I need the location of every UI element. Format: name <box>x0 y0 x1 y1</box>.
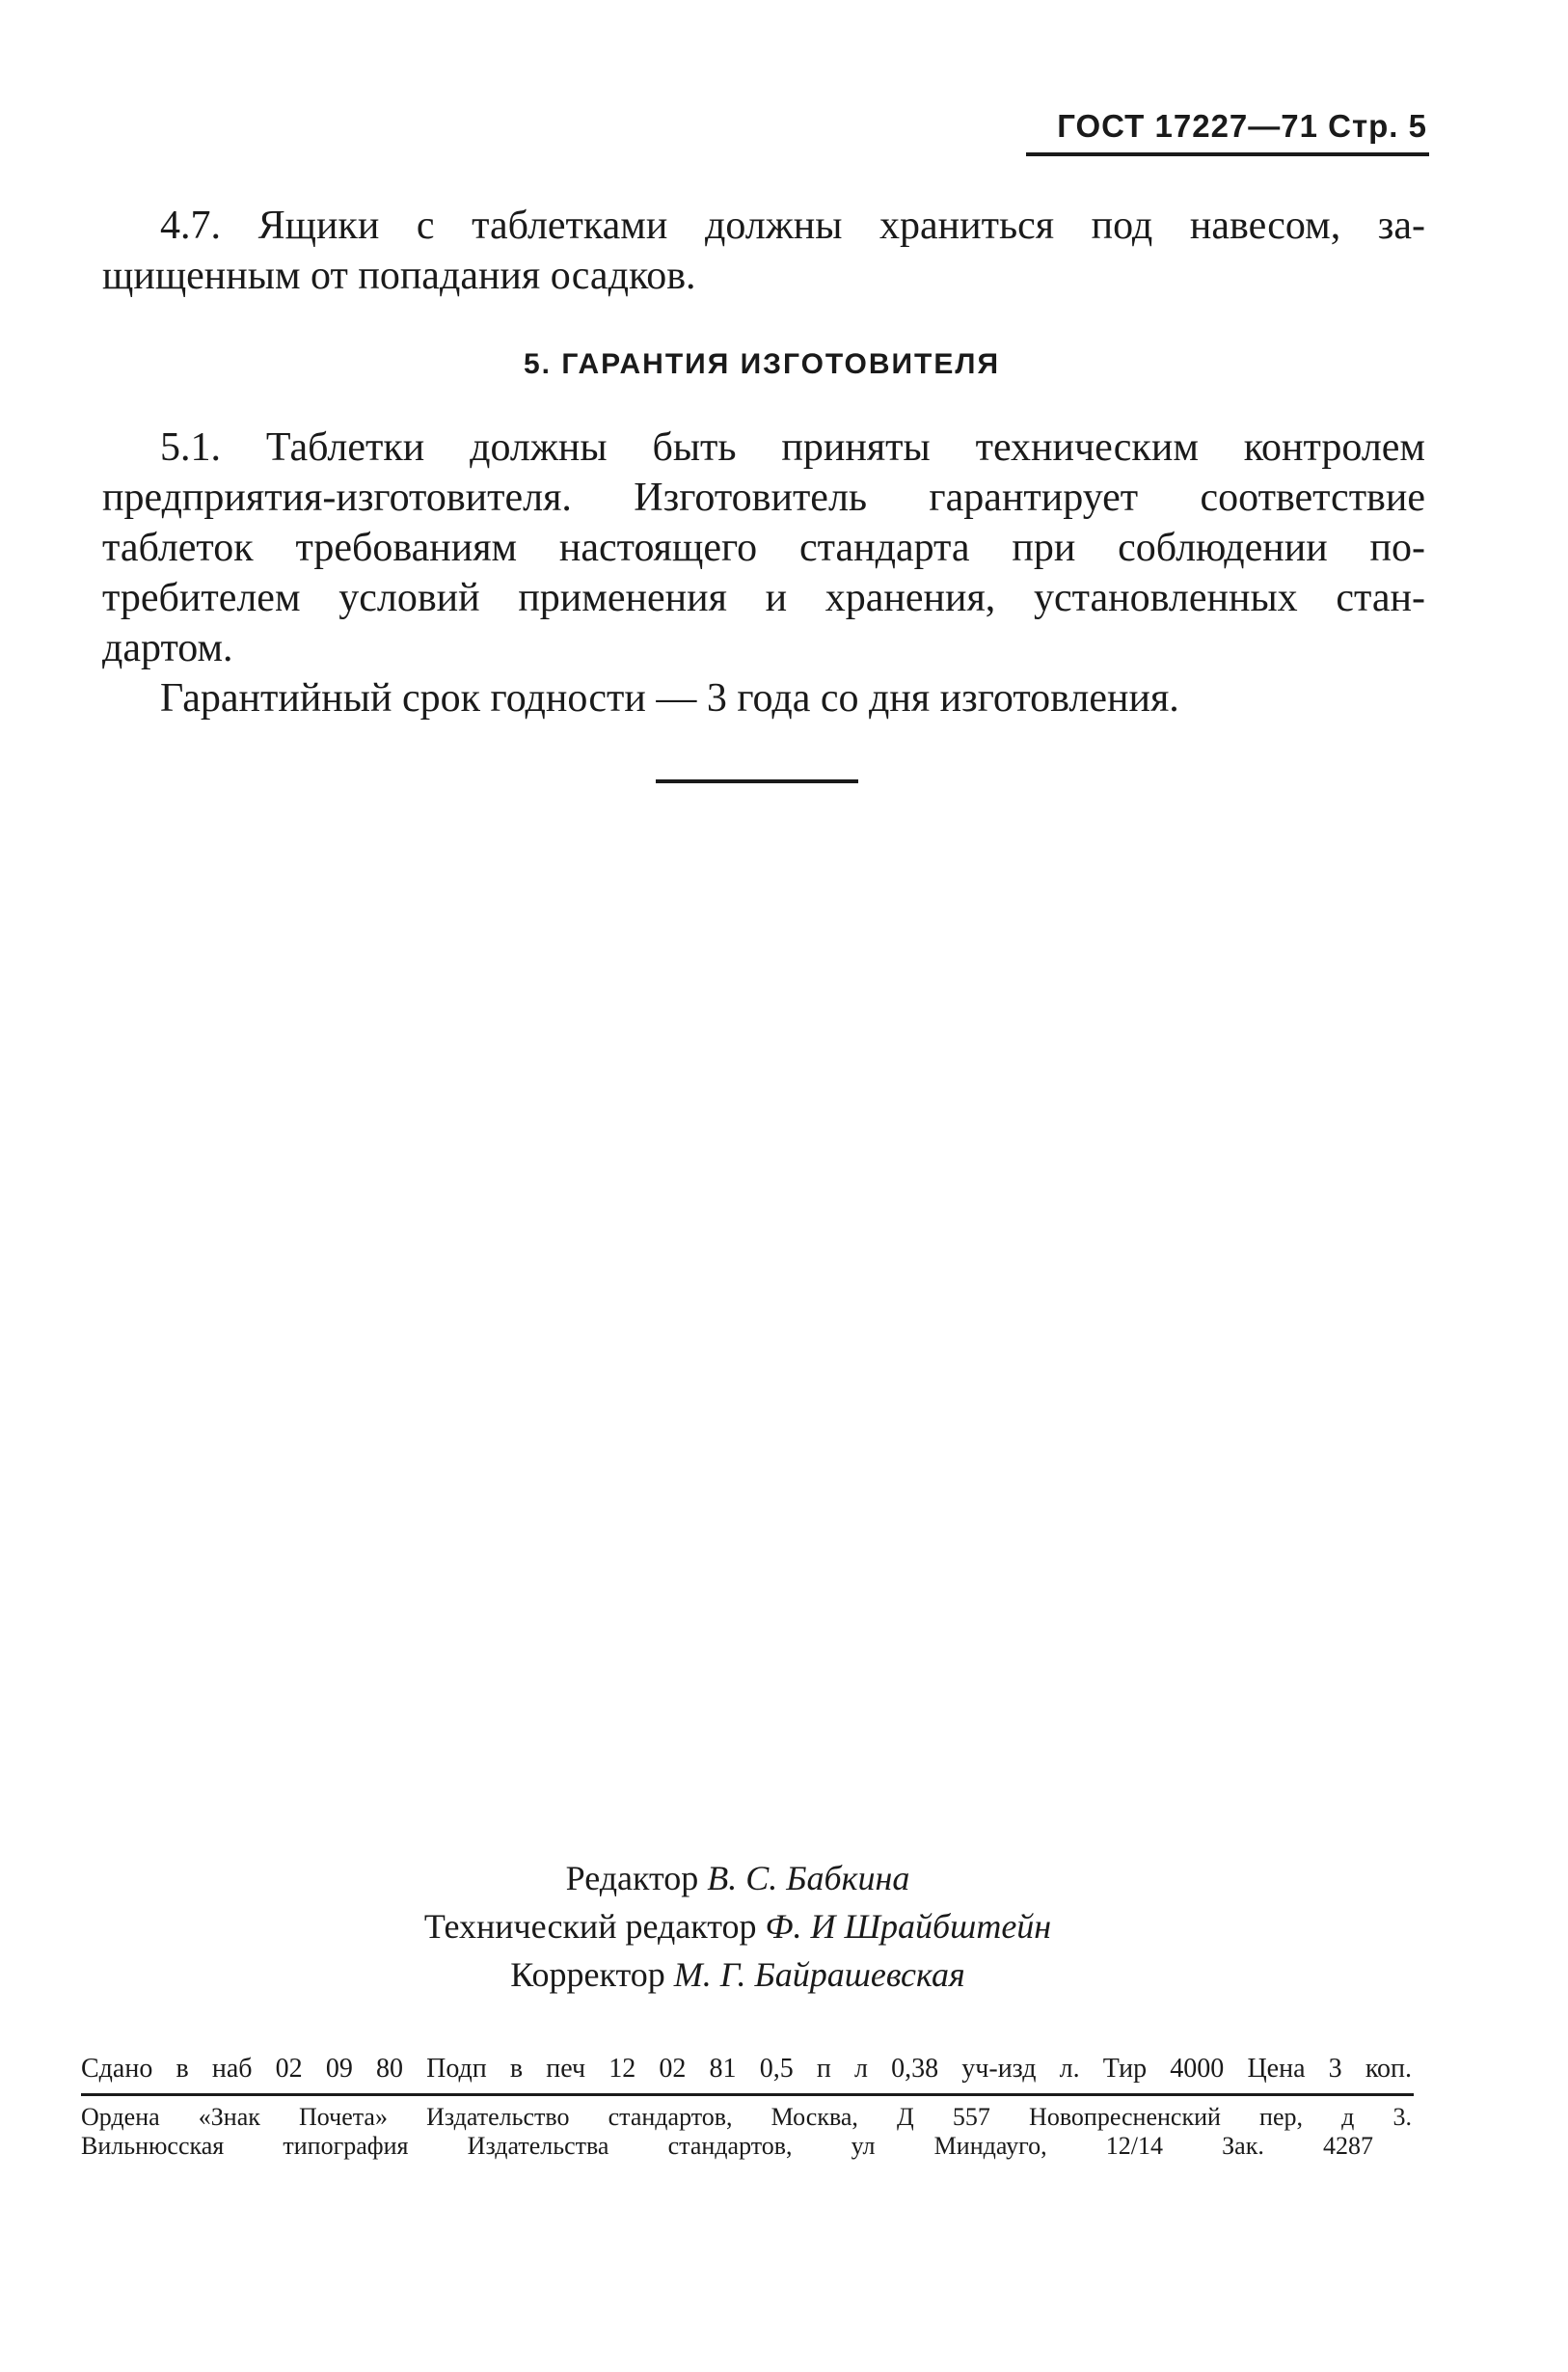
imprint-publisher-line-2: Вильнюсская типография Издательства стандартов, ул Миндауго, 12/14 Зак. 4287 <box>81 2132 1373 2160</box>
clause-5-1-line-4: требителем условий применения и хранения, установленных стан- <box>102 576 1425 620</box>
credit-corrector <box>0 1950 1475 1999</box>
header-rule <box>1026 152 1429 156</box>
credit-corrector-name: М. Г. Байрашевская <box>673 1955 965 1994</box>
credits-block <box>0 1854 1475 1999</box>
imprint-publisher <box>81 2103 1412 2161</box>
credit-corrector-label: Корректор <box>510 1955 665 1994</box>
clause-4-7-line-1: 4.7. Ящики с таблетками должны храниться под навесом, за- <box>160 204 1425 248</box>
credit-editor <box>0 1854 1475 1902</box>
credit-editor-label: Редактор <box>565 1859 699 1897</box>
clause-5-1-line-1: 5.1. Таблетки должны быть приняты техническим контролем <box>160 425 1425 470</box>
credit-tech-editor <box>0 1902 1475 1950</box>
running-header: ГОСТ 17227—71 Стр. 5 <box>1057 108 1427 144</box>
credit-editor-name: В. С. Бабкина <box>707 1859 910 1897</box>
clause-5-1-line-3: таблеток требованиям настоящего стандарта при соблюдении по- <box>102 526 1425 570</box>
clause-5-1-line-2: предприятия-изготовителя. Изготовитель гарантирует соответствие <box>102 476 1425 520</box>
clause-5-1-line-5: дартом. <box>102 626 233 670</box>
imprint-print-data: Сдано в наб 02 09 80 Подп в печ 12 02 81 0,5 п л 0,38 уч-изд л. Тир 4000 Цена 3 коп. <box>81 2054 1412 2084</box>
clause-5-1 <box>102 423 1425 723</box>
warranty-line: Гарантийный срок годности — 3 года со дня изготовления. <box>160 676 1179 721</box>
imprint-rule <box>81 2093 1414 2096</box>
clause-4-7 <box>102 201 1425 301</box>
section-5-heading: 5. ГАРАНТИЯ ИЗГОТОВИТЕЛЯ <box>523 348 1000 380</box>
credit-tech-editor-name: Ф. И Шрайбштейн <box>765 1907 1052 1946</box>
section-end-rule <box>656 779 858 783</box>
imprint-publisher-line-1: Ордена «Знак Почета» Издательство стандартов, Москва, Д 557 Новопресненский пер, д 3. <box>81 2103 1412 2131</box>
clause-4-7-line-2: щищенным от попадания осадков. <box>102 254 696 298</box>
credit-tech-editor-label: Технический редактор <box>423 1907 757 1946</box>
